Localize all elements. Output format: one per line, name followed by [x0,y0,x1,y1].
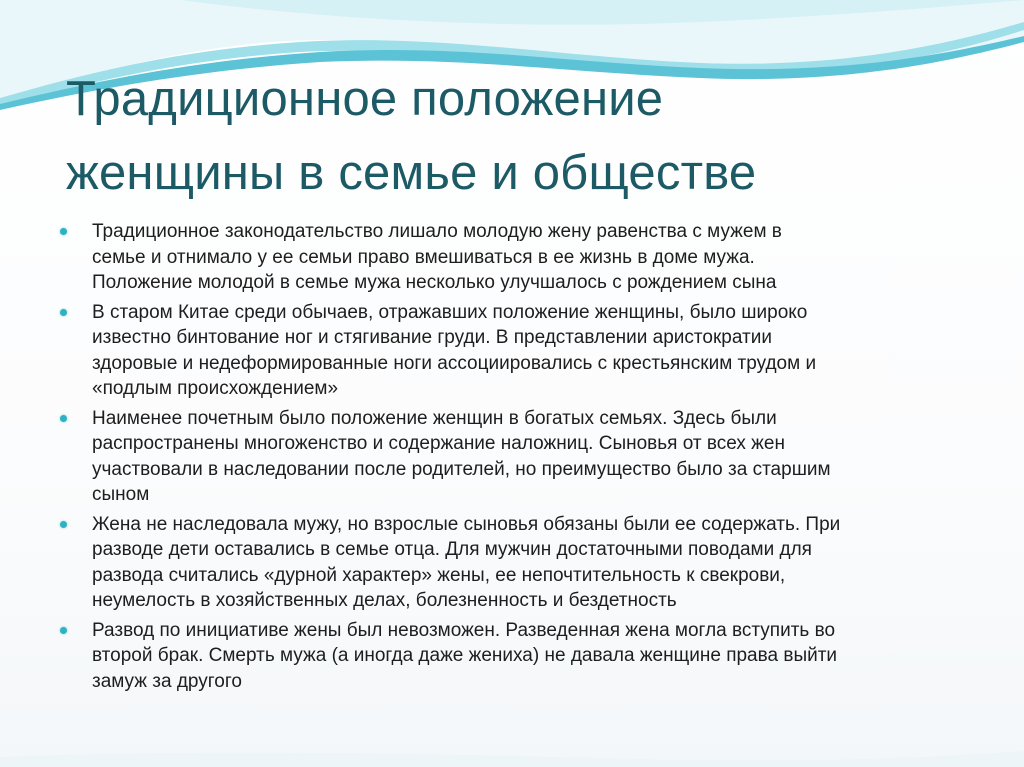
bullet-dot-icon [60,627,67,634]
slide-title-line: Традиционное положение [66,72,664,126]
bullet-list [58,219,973,698]
bullet-text-line: семье и отнимало у ее семьи право вмешиваться в ее жизнь в доме мужа. [92,246,755,268]
bullet-text-line: Традиционное законодательство лишало молодую жену равенства с мужем в [92,221,782,242]
bullet-dot-icon [60,228,67,235]
bullet-text-line: Положение молодой в семье мужа несколько улучшалось с рождением сына [92,272,777,293]
bullet-dot-icon [60,415,67,422]
bullet-item [58,618,973,695]
bullet-text [92,406,973,508]
bullet-text-line: здоровые и недеформированные ноги ассоциировались с крестьянским трудом и [92,352,817,374]
bullet-text-line: неумелость в хозяйственных делах, болезненность и бездетность [92,590,677,611]
bullet-text-line: В старом Китае среди обычаев, отражавших положение женщины, было широко [92,301,808,323]
slide-title-line: женщины в семье и обществе [66,146,757,200]
bullet-text-line: сыном [92,484,150,505]
bullet-text-line: Развод по инициативе жены был невозможен. Разведенная жена могла вступить во [92,619,836,641]
bullet-text-line: второй брак. Смерть мужа (а иногда даже жениха) не давала женщине права выйти [92,645,838,666]
bullet-text-line: развода считались «дурной характер» жены, ее непочтительность к свекрови, [92,564,786,586]
bullet-item [58,219,973,296]
bullet-text-line: Жена не наследовала мужу, но взрослые сыновья обязаны были ее содержать. При [92,513,841,535]
bullet-text-line: замуж за другого [92,670,242,692]
bullet-item [58,300,973,402]
bullet-text-line: известно бинтование ног и стягивание груди. В представлении аристократии [92,327,772,348]
bullet-text-line: распространены многоженство и содержание наложниц. Сыновья от всех жен [92,433,785,454]
bullet-text [92,300,973,402]
bullet-text-line: Наименее почетным было положение женщин в богатых семьях. Здесь были [92,407,777,429]
bullet-item [58,406,973,508]
bullet-text [92,618,973,695]
bullet-dot-icon [60,309,67,316]
bullet-text-line: разводе дети оставались в семье отца. Для мужчин достаточными поводами для [92,539,812,560]
bullet-text [92,219,973,296]
decorative-wave-bottom [0,727,1024,767]
bullet-item [58,512,973,614]
bullet-dot-icon [60,521,67,528]
bullet-text-line: участвовали в наследовании после родителей, но преимущество было за старшим [92,458,831,480]
bullet-text [92,512,973,614]
bullet-text-line: «подлым происхождением» [92,378,339,399]
slide-title [66,62,966,210]
